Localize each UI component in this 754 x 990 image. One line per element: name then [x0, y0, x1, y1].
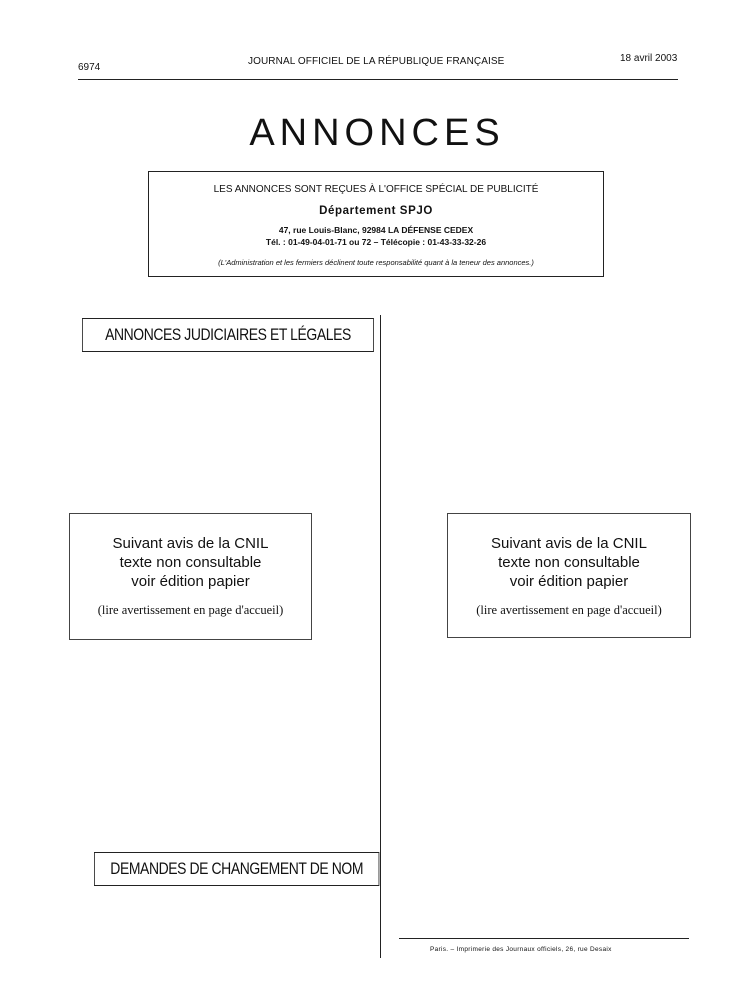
- cnil-notice-line3: voir édition papier: [131, 573, 250, 590]
- column-divider: [380, 315, 381, 958]
- cnil-notice-note: (lire avertissement en page d'accueil): [476, 603, 662, 617]
- page-title: ANNONCES: [249, 112, 505, 154]
- publicity-office-info-box: [148, 171, 604, 277]
- section-heading-legal-announcements: ANNONCES JUDICIAIRES ET LÉGALES: [82, 318, 374, 352]
- cnil-notice-line2: texte non consultable: [498, 554, 640, 571]
- office-phone-fax: Tél. : 01-49-04-01-71 ou 72 – Télécopie : 01-43-33-32-26: [265, 237, 487, 247]
- cnil-notice-left: [69, 513, 312, 640]
- cnil-notice-line1: Suivant avis de la CNIL: [112, 535, 269, 552]
- footer-divider: [399, 938, 689, 939]
- cnil-notice-right: [447, 513, 691, 638]
- printer-imprint: Paris. – Imprimerie des Journaux officiels, 26, rue Desaix: [430, 946, 612, 953]
- cnil-notice-line2: texte non consultable: [119, 554, 262, 571]
- page-number: 6974: [78, 62, 101, 73]
- journal-title: JOURNAL OFFICIEL DE LA RÉPUBLIQUE FRANÇAISE: [248, 56, 505, 67]
- liability-disclaimer: (L'Administration et les fermiers déclinent toute responsabilité quant à la teneur des annonces.): [218, 258, 534, 267]
- issue-date: 18 avril 2003: [620, 53, 678, 64]
- header-divider: [78, 79, 678, 80]
- section-heading-name-change-requests: DEMANDES DE CHANGEMENT DE NOM: [94, 852, 379, 886]
- cnil-notice-line1: Suivant avis de la CNIL: [491, 535, 647, 552]
- cnil-notice-note: (lire avertissement en page d'accueil): [97, 603, 284, 617]
- department-name: Département SPJO: [319, 205, 433, 217]
- office-address: 47, rue Louis-Blanc, 92984 LA DÉFENSE CEDEX: [278, 225, 474, 235]
- office-heading: LES ANNONCES SONT REÇUES À L'OFFICE SPÉCIAL DE PUBLICITÉ: [213, 184, 539, 195]
- cnil-notice-line3: voir édition papier: [509, 573, 629, 590]
